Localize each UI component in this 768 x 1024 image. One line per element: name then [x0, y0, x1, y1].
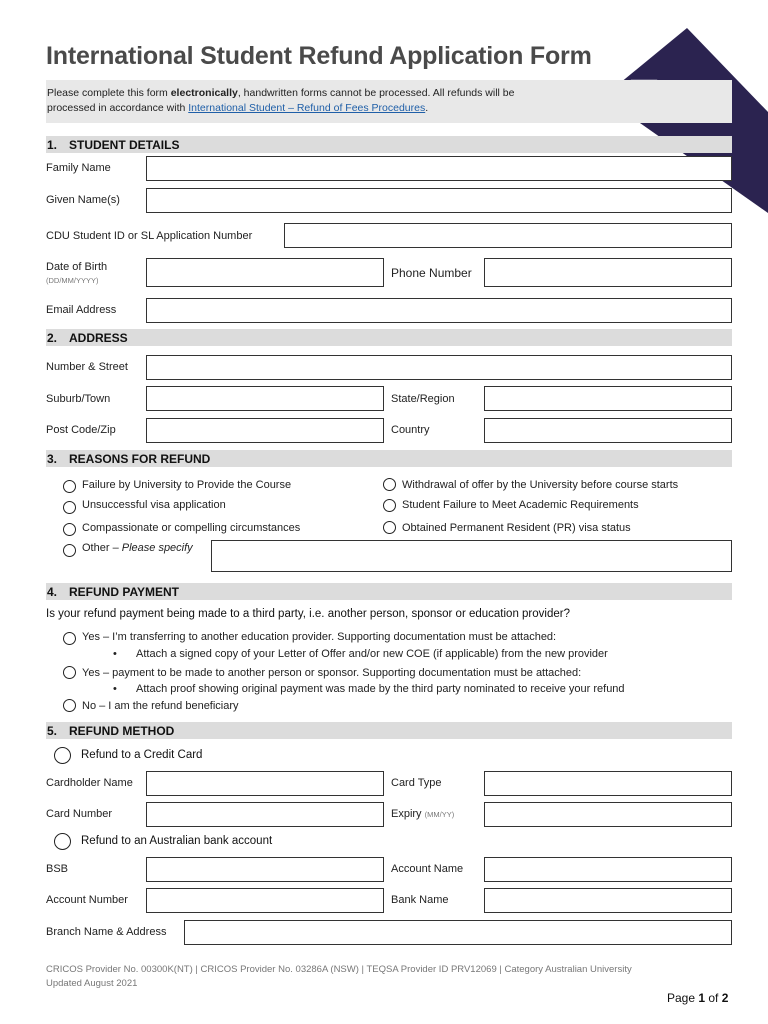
method-bank-radio[interactable] [54, 833, 71, 850]
account-number-field[interactable] [146, 888, 384, 913]
state-label: State/Region [391, 393, 455, 405]
method-bank-label: Refund to an Australian bank account [81, 835, 273, 847]
reason-offer-withdrawal-radio[interactable] [383, 478, 396, 491]
bsb-field[interactable] [146, 857, 384, 882]
payment-sponsor-bullet: • Attach proof showing original payment was made by the third party nominated to receive your refund [113, 683, 625, 695]
given-names-field[interactable] [146, 188, 732, 213]
bank-name-label: Bank Name [391, 894, 449, 906]
family-name-field[interactable] [146, 156, 732, 181]
street-label: Number & Street [46, 361, 128, 373]
dob-format-hint: (DD/MM/YYYY) [46, 276, 99, 285]
reason-course-failure-label: Failure by University to Provide the Course [82, 479, 292, 491]
method-credit-card-radio[interactable] [54, 747, 71, 764]
card-number-label: Card Number [46, 808, 113, 820]
account-name-label: Account Name [391, 863, 464, 875]
cricos-footer: CRICOS Provider No. 00300K(NT) | CRICOS Provider No. 03286A (NSW) | TEQSA Provider ID PRV12069 | Category Australian University [46, 964, 632, 975]
reason-other-field[interactable] [211, 540, 732, 572]
phone-field[interactable] [484, 258, 732, 287]
payment-transfer-radio[interactable] [63, 632, 76, 645]
postcode-field[interactable] [146, 418, 384, 443]
dob-field[interactable] [146, 258, 384, 287]
family-name-label: Family Name [46, 162, 111, 174]
card-number-field[interactable] [146, 802, 384, 827]
street-field[interactable] [146, 355, 732, 380]
reason-pr-visa-label: Obtained Permanent Resident (PR) visa status [402, 522, 631, 534]
student-id-label: CDU Student ID or SL Application Number [46, 230, 253, 242]
reason-offer-withdrawal-label: Withdrawal of offer by the University before course starts [402, 479, 679, 491]
reason-visa-label: Unsuccessful visa application [82, 499, 226, 511]
section-student-details-header: 1. STUDENT DETAILS [46, 136, 732, 153]
payment-transfer-label: Yes – I’m transferring to another education provider. Supporting documentation must be attached: [82, 631, 557, 643]
reason-compassionate-label: Compassionate or compelling circumstances [82, 522, 301, 534]
account-number-label: Account Number [46, 894, 128, 906]
section-address-header: 2. ADDRESS [46, 329, 732, 346]
suburb-field[interactable] [146, 386, 384, 411]
section-refund-method-header: 5. REFUND METHOD [46, 722, 732, 739]
bank-name-field[interactable] [484, 888, 732, 913]
email-field[interactable] [146, 298, 732, 323]
payment-sponsor-label: Yes – payment to be made to another person or sponsor. Supporting documentation must be attached: [82, 667, 582, 679]
student-id-field[interactable] [284, 223, 732, 248]
payment-beneficiary-label: No – I am the refund beneficiary [82, 700, 239, 712]
reason-academic-label: Student Failure to Meet Academic Requirements [402, 499, 639, 511]
section-refund-payment-header: 4. REFUND PAYMENT [46, 583, 732, 600]
page-number: Page 1 of 2 [667, 991, 729, 1005]
branch-label: Branch Name & Address [46, 926, 167, 938]
country-label: Country [391, 424, 430, 436]
expiry-label: Expiry (MM/YY) [391, 808, 455, 820]
suburb-label: Suburb/Town [46, 393, 111, 405]
cardholder-label: Cardholder Name [46, 777, 133, 789]
updated-footer: Updated August 2021 [46, 978, 138, 989]
third-party-question: Is your refund payment being made to a third party, i.e. another person, sponsor or education provider? [46, 608, 570, 620]
reason-other-label: Other – Please specify [82, 542, 193, 554]
country-field[interactable] [484, 418, 732, 443]
refund-procedures-link[interactable]: International Student – Refund of Fees Procedures [188, 102, 426, 114]
cardholder-field[interactable] [146, 771, 384, 796]
card-type-field[interactable] [484, 771, 732, 796]
reason-course-failure-radio[interactable] [63, 480, 76, 493]
method-credit-card-label: Refund to a Credit Card [81, 749, 203, 761]
bsb-label: BSB [46, 863, 69, 875]
page-title: International Student Refund Application Form [46, 42, 592, 70]
payment-beneficiary-radio[interactable] [63, 699, 76, 712]
reason-compassionate-radio[interactable] [63, 523, 76, 536]
payment-transfer-bullet: • Attach a signed copy of your Letter of Offer and/or new COE (if applicable) from the new provider [113, 648, 608, 660]
dob-label: Date of Birth [46, 261, 108, 273]
reason-academic-radio[interactable] [383, 499, 396, 512]
state-field[interactable] [484, 386, 732, 411]
reason-other-radio[interactable] [63, 544, 76, 557]
branch-field[interactable] [184, 920, 732, 945]
account-name-field[interactable] [484, 857, 732, 882]
reason-pr-visa-radio[interactable] [383, 521, 396, 534]
intro-text: Please complete this form electronically, handwritten forms cannot be processed. All refunds will be processed in accordance with International Student – Refund of Fees Procedures. [46, 80, 732, 123]
given-names-label: Given Name(s) [46, 194, 120, 206]
expiry-field[interactable] [484, 802, 732, 827]
section-reasons-header: 3. REASONS FOR REFUND [46, 450, 732, 467]
reason-visa-radio[interactable] [63, 501, 76, 514]
email-label: Email Address [46, 304, 117, 316]
phone-label: Phone Number [391, 266, 472, 280]
payment-sponsor-radio[interactable] [63, 666, 76, 679]
card-type-label: Card Type [391, 777, 442, 789]
postcode-label: Post Code/Zip [46, 424, 116, 436]
